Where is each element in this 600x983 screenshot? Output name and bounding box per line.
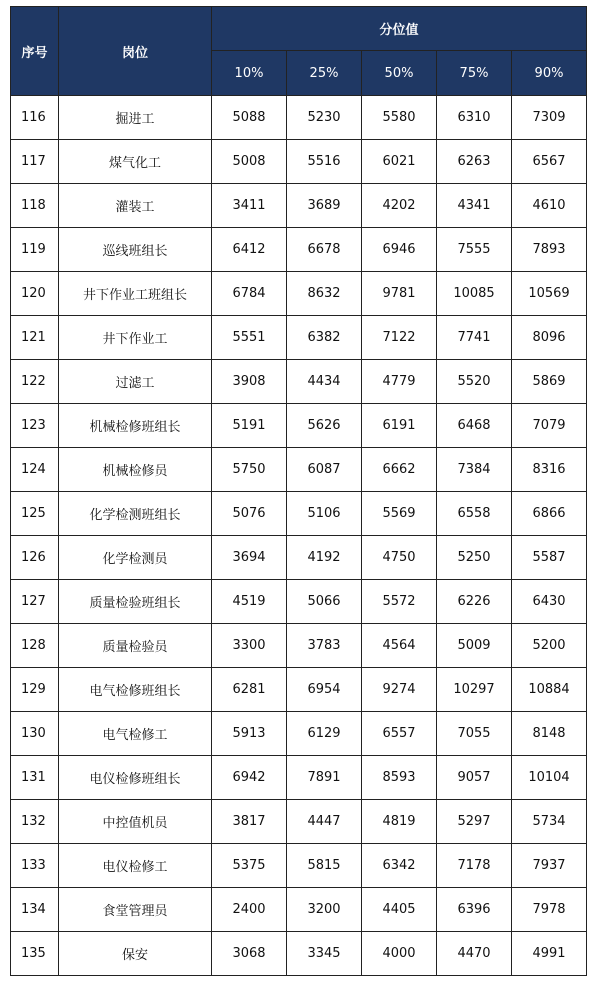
row-value-p10: 5088 <box>212 96 287 140</box>
row-position: 食堂管理员 <box>59 888 212 932</box>
row-value-p75: 4341 <box>437 184 512 228</box>
header-p75: 75% <box>437 51 512 96</box>
header-percentile-group: 分位值 <box>212 7 587 51</box>
row-value-p50: 4779 <box>362 360 437 404</box>
row-value-p90: 8148 <box>512 712 587 756</box>
row-value-p50: 6662 <box>362 448 437 492</box>
row-value-p75: 6310 <box>437 96 512 140</box>
row-value-p50: 9274 <box>362 668 437 712</box>
row-value-p75: 6226 <box>437 580 512 624</box>
row-value-p90: 6567 <box>512 140 587 184</box>
salary-percentile-table <box>10 6 587 976</box>
row-index: 129 <box>11 668 59 712</box>
row-index: 128 <box>11 624 59 668</box>
row-value-p75: 9057 <box>437 756 512 800</box>
row-value-p50: 4405 <box>362 888 437 932</box>
row-value-p90: 5734 <box>512 800 587 844</box>
row-value-p25: 5516 <box>287 140 362 184</box>
row-position: 机械检修员 <box>59 448 212 492</box>
row-value-p25: 3345 <box>287 932 362 976</box>
row-index: 116 <box>11 96 59 140</box>
header-position: 岗位 <box>59 7 212 96</box>
table-row <box>11 448 587 492</box>
table-row <box>11 96 587 140</box>
row-value-p10: 2400 <box>212 888 287 932</box>
row-index: 135 <box>11 932 59 976</box>
header-p50: 50% <box>362 51 437 96</box>
row-value-p25: 5626 <box>287 404 362 448</box>
row-value-p90: 5587 <box>512 536 587 580</box>
row-position: 巡线班组长 <box>59 228 212 272</box>
header-p10: 10% <box>212 51 287 96</box>
row-value-p10: 4519 <box>212 580 287 624</box>
row-value-p90: 7079 <box>512 404 587 448</box>
row-value-p90: 5200 <box>512 624 587 668</box>
row-value-p10: 5913 <box>212 712 287 756</box>
table-row <box>11 536 587 580</box>
row-value-p50: 5569 <box>362 492 437 536</box>
row-value-p75: 7055 <box>437 712 512 756</box>
row-value-p10: 6281 <box>212 668 287 712</box>
row-value-p25: 3689 <box>287 184 362 228</box>
table-row <box>11 888 587 932</box>
row-value-p25: 5106 <box>287 492 362 536</box>
row-value-p75: 5297 <box>437 800 512 844</box>
row-value-p50: 6557 <box>362 712 437 756</box>
row-value-p10: 3908 <box>212 360 287 404</box>
row-value-p25: 6678 <box>287 228 362 272</box>
header-row <box>11 7 587 51</box>
row-position: 中控值机员 <box>59 800 212 844</box>
row-value-p90: 6430 <box>512 580 587 624</box>
row-value-p75: 6396 <box>437 888 512 932</box>
row-position: 煤气化工 <box>59 140 212 184</box>
row-value-p50: 6342 <box>362 844 437 888</box>
table-row <box>11 316 587 360</box>
row-value-p10: 5191 <box>212 404 287 448</box>
row-position: 电仪检修班组长 <box>59 756 212 800</box>
row-value-p10: 5008 <box>212 140 287 184</box>
row-value-p50: 4202 <box>362 184 437 228</box>
row-position: 电气检修工 <box>59 712 212 756</box>
row-value-p50: 6191 <box>362 404 437 448</box>
row-value-p50: 6946 <box>362 228 437 272</box>
row-index: 130 <box>11 712 59 756</box>
row-index: 122 <box>11 360 59 404</box>
row-value-p75: 4470 <box>437 932 512 976</box>
row-value-p90: 10884 <box>512 668 587 712</box>
table-row <box>11 712 587 756</box>
table-row <box>11 624 587 668</box>
row-value-p25: 3783 <box>287 624 362 668</box>
row-value-p90: 8096 <box>512 316 587 360</box>
row-index: 127 <box>11 580 59 624</box>
table-row <box>11 404 587 448</box>
table-row <box>11 184 587 228</box>
row-value-p25: 7891 <box>287 756 362 800</box>
row-value-p50: 7122 <box>362 316 437 360</box>
row-index: 126 <box>11 536 59 580</box>
row-position: 掘进工 <box>59 96 212 140</box>
row-position: 井下作业工 <box>59 316 212 360</box>
row-position: 化学检测员 <box>59 536 212 580</box>
table-row <box>11 800 587 844</box>
row-value-p50: 6021 <box>362 140 437 184</box>
row-value-p75: 7178 <box>437 844 512 888</box>
row-position: 灌装工 <box>59 184 212 228</box>
row-value-p10: 3300 <box>212 624 287 668</box>
header-p25: 25% <box>287 51 362 96</box>
row-value-p25: 3200 <box>287 888 362 932</box>
row-value-p25: 6382 <box>287 316 362 360</box>
row-value-p90: 10569 <box>512 272 587 316</box>
header-p90: 90% <box>512 51 587 96</box>
row-value-p50: 4564 <box>362 624 437 668</box>
row-value-p25: 6129 <box>287 712 362 756</box>
row-value-p75: 7741 <box>437 316 512 360</box>
row-value-p10: 6412 <box>212 228 287 272</box>
row-value-p75: 6263 <box>437 140 512 184</box>
row-position: 质量检验班组长 <box>59 580 212 624</box>
row-value-p10: 3817 <box>212 800 287 844</box>
row-value-p10: 5551 <box>212 316 287 360</box>
row-value-p90: 4610 <box>512 184 587 228</box>
row-value-p50: 4000 <box>362 932 437 976</box>
row-value-p10: 6784 <box>212 272 287 316</box>
row-value-p90: 7937 <box>512 844 587 888</box>
table-row <box>11 360 587 404</box>
row-position: 质量检验员 <box>59 624 212 668</box>
row-value-p50: 8593 <box>362 756 437 800</box>
table-body <box>11 96 587 976</box>
table-row <box>11 932 587 976</box>
row-value-p75: 10297 <box>437 668 512 712</box>
row-index: 117 <box>11 140 59 184</box>
row-value-p90: 5869 <box>512 360 587 404</box>
row-value-p75: 5009 <box>437 624 512 668</box>
row-index: 123 <box>11 404 59 448</box>
row-value-p90: 7978 <box>512 888 587 932</box>
row-value-p75: 6468 <box>437 404 512 448</box>
row-index: 119 <box>11 228 59 272</box>
row-value-p25: 5815 <box>287 844 362 888</box>
row-value-p10: 5375 <box>212 844 287 888</box>
header-index: 序号 <box>11 7 59 96</box>
row-value-p90: 7893 <box>512 228 587 272</box>
row-value-p90: 10104 <box>512 756 587 800</box>
row-value-p90: 8316 <box>512 448 587 492</box>
row-index: 134 <box>11 888 59 932</box>
row-index: 124 <box>11 448 59 492</box>
row-value-p25: 4192 <box>287 536 362 580</box>
row-value-p10: 5750 <box>212 448 287 492</box>
table-row <box>11 580 587 624</box>
row-value-p25: 4434 <box>287 360 362 404</box>
row-index: 131 <box>11 756 59 800</box>
row-value-p75: 5250 <box>437 536 512 580</box>
row-value-p25: 5230 <box>287 96 362 140</box>
row-value-p75: 10085 <box>437 272 512 316</box>
row-value-p50: 9781 <box>362 272 437 316</box>
row-value-p75: 6558 <box>437 492 512 536</box>
row-position: 化学检测班组长 <box>59 492 212 536</box>
row-position: 保安 <box>59 932 212 976</box>
row-value-p10: 3068 <box>212 932 287 976</box>
row-position: 电仪检修工 <box>59 844 212 888</box>
row-value-p25: 5066 <box>287 580 362 624</box>
row-value-p75: 5520 <box>437 360 512 404</box>
row-position: 电气检修班组长 <box>59 668 212 712</box>
row-value-p25: 6087 <box>287 448 362 492</box>
row-position: 井下作业工班组长 <box>59 272 212 316</box>
row-position: 过滤工 <box>59 360 212 404</box>
row-value-p50: 5580 <box>362 96 437 140</box>
table-row <box>11 228 587 272</box>
row-index: 120 <box>11 272 59 316</box>
table-row <box>11 492 587 536</box>
row-value-p10: 3694 <box>212 536 287 580</box>
row-index: 121 <box>11 316 59 360</box>
row-index: 125 <box>11 492 59 536</box>
row-value-p90: 7309 <box>512 96 587 140</box>
row-value-p25: 4447 <box>287 800 362 844</box>
table-row <box>11 272 587 316</box>
row-value-p10: 6942 <box>212 756 287 800</box>
table-row <box>11 140 587 184</box>
row-value-p50: 4819 <box>362 800 437 844</box>
row-value-p10: 3411 <box>212 184 287 228</box>
table-row <box>11 668 587 712</box>
row-value-p75: 7555 <box>437 228 512 272</box>
row-value-p75: 7384 <box>437 448 512 492</box>
row-index: 133 <box>11 844 59 888</box>
row-value-p90: 6866 <box>512 492 587 536</box>
row-value-p50: 5572 <box>362 580 437 624</box>
row-value-p10: 5076 <box>212 492 287 536</box>
row-value-p25: 6954 <box>287 668 362 712</box>
table-row <box>11 756 587 800</box>
table-row <box>11 844 587 888</box>
row-index: 118 <box>11 184 59 228</box>
row-value-p90: 4991 <box>512 932 587 976</box>
row-value-p25: 8632 <box>287 272 362 316</box>
row-index: 132 <box>11 800 59 844</box>
row-position: 机械检修班组长 <box>59 404 212 448</box>
row-value-p50: 4750 <box>362 536 437 580</box>
